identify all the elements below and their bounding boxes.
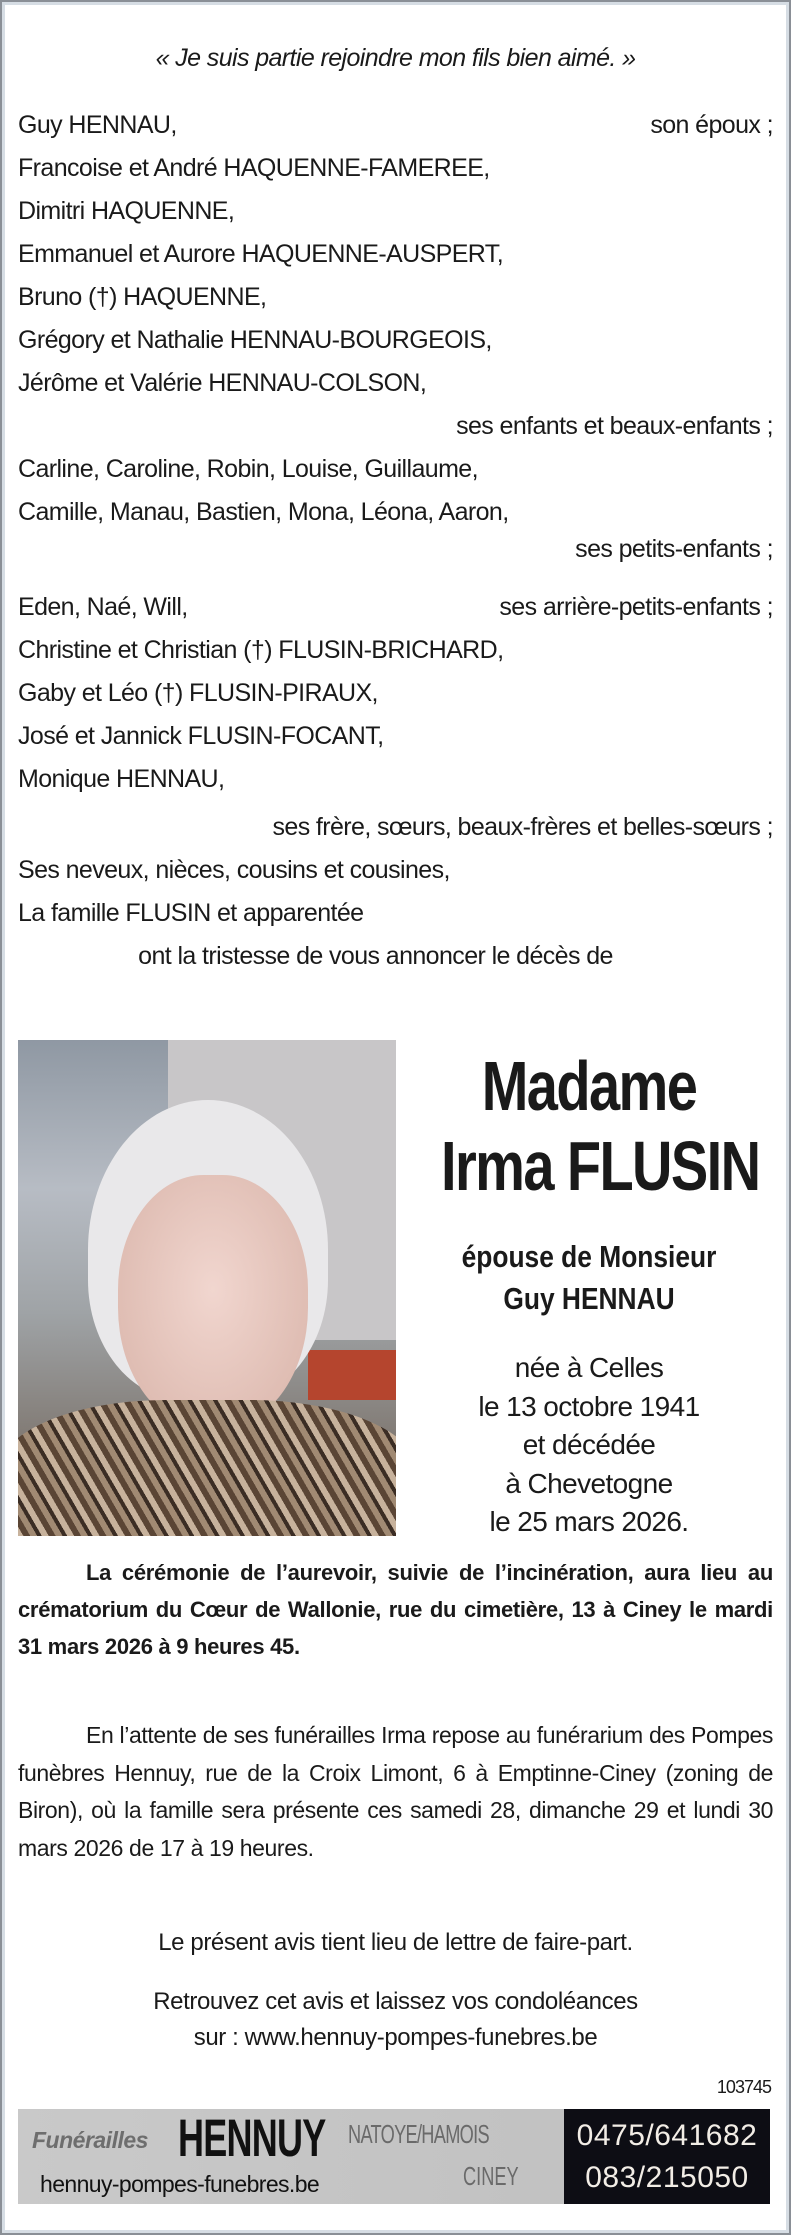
child-name: Dimitri HAQUENNE, (18, 197, 235, 225)
banner-brand-logo: HENNUY (178, 2109, 326, 2168)
others-row (18, 892, 773, 935)
death-date: le 25 mars 2026. (489, 1506, 689, 1537)
grandchildren-names: Camille, Manau, Bastien, Mona, Léona, Aaron, (18, 498, 509, 526)
others-row (18, 849, 773, 892)
others-text: Ses neveux, nièces, cousins et cousines, (18, 856, 450, 884)
sibling-row (18, 629, 773, 672)
sibling-name: José et Jannick FLUSIN-FOCANT, (18, 722, 384, 750)
child-row (18, 319, 773, 362)
siblings-role-row (18, 801, 773, 849)
visitation-text: En l’attente de ses funérailles Irma repose au funérarium des Pompes funèbres Hennuy, rue de la Croix Limont, 6 à Emptinne-Ciney (zoning de Biron), où la famille sera présente ces samedi 28, dimanche 29 et lundi 30 mars 2026 de 17 à 19 heures. (18, 1722, 773, 1861)
great-grandchildren-names: Eden, Naé, Will, (18, 593, 188, 621)
child-row (18, 276, 773, 319)
great-grandchildren-row (18, 586, 773, 629)
death-label: et décédée (522, 1429, 656, 1460)
condolences-link[interactable]: sur : www.hennuy-pompes-funebres.be (193, 2024, 598, 2051)
child-name: Bruno (†) HAQUENNE, (18, 283, 267, 311)
announcement-text: ont la tristesse de vous annoncer le décès de (138, 942, 613, 970)
grandchildren-names: Carline, Caroline, Robin, Louise, Guillaume, (18, 455, 478, 483)
grandchildren-row (18, 448, 773, 491)
grandchildren-role: ses petits-enfants ; (575, 535, 773, 563)
sibling-name: Christine et Christian (†) FLUSIN-BRICHARD, (18, 636, 504, 664)
banner-website[interactable]: hennuy-pompes-funebres.be (40, 2171, 320, 2197)
grandchildren-role-row (18, 534, 773, 586)
ceremony-text: La cérémonie de l’aurevoir, suivie de l’incinération, aura lieu au crématorium du Cœur de Wallonie, rue du cimetière, 13 à Ciney le mardi 31 mars 2026 à 9 heures 45. (18, 1560, 773, 1659)
child-row (18, 362, 773, 405)
child-name: Francoise et André HAQUENNE-FAMEREE, (18, 154, 490, 182)
funeral-home-banner (18, 2109, 770, 2204)
banner-phones (564, 2109, 770, 2204)
banner-location-1: NATOYE/HAMOIS (348, 2119, 489, 2149)
great-grandchildren-role: ses arrière-petits-enfants ; (499, 593, 773, 621)
child-name: Jérôme et Valérie HENNAU-COLSON, (18, 369, 427, 397)
sibling-row (18, 672, 773, 715)
child-name: Emmanuel et Aurore HAQUENNE-AUSPERT, (18, 240, 504, 268)
spouse-info (404, 1236, 774, 1320)
children-role: ses enfants et beaux-enfants ; (456, 412, 773, 440)
deceased-heading (404, 1046, 774, 1206)
banner-location-2: CINEY (463, 2161, 519, 2191)
banner-funerailles: Funérailles (32, 2127, 148, 2153)
child-row (18, 190, 773, 233)
announcement-row (18, 935, 773, 978)
condolences-line-1: Retrouvez cet avis et laissez vos condoléances (153, 1988, 638, 2015)
deceased-title: Madame (481, 1047, 697, 1125)
notice-text: Le présent avis tient lieu de lettre de faire-part. (158, 1929, 633, 1956)
spouse-role: son époux ; (650, 111, 773, 139)
spouse-row (18, 104, 773, 147)
spouse-line-2: Guy HENNAU (503, 1281, 675, 1316)
phone-2[interactable]: 083/215050 (585, 2161, 749, 2194)
child-row (18, 147, 773, 190)
child-name: Grégory et Nathalie HENNAU-BOURGEOIS, (18, 326, 492, 354)
phone-1[interactable]: 0475/641682 (576, 2119, 758, 2152)
spouse-line-1: épouse de Monsieur (461, 1239, 717, 1274)
life-dates (404, 1349, 774, 1542)
reference-number: 103745 (716, 2077, 771, 2097)
sibling-row (18, 758, 773, 801)
grandchildren-row (18, 491, 773, 534)
others-text: La famille FLUSIN et apparentée (18, 899, 364, 927)
birth-date: le 13 octobre 1941 (478, 1390, 700, 1422)
sibling-name: Monique HENNAU, (18, 765, 225, 793)
family-list (18, 104, 773, 978)
deceased-name: Irma FLUSIN (441, 1127, 760, 1205)
siblings-role: ses frère, sœurs, beaux-frères et belles-sœurs ; (272, 813, 773, 841)
epitaph-quote: « Je suis partie rejoindre mon fils bien aimé. » (155, 44, 636, 72)
sibling-name: Gaby et Léo (†) FLUSIN-PIRAUX, (18, 679, 378, 707)
birth-place: née à Celles (514, 1352, 664, 1383)
child-row (18, 233, 773, 276)
sibling-row (18, 715, 773, 758)
death-place: à Chevetogne (505, 1467, 673, 1499)
deceased-photo (18, 1040, 396, 1536)
children-role-row (18, 405, 773, 448)
spouse-name: Guy HENNAU, (18, 111, 177, 139)
